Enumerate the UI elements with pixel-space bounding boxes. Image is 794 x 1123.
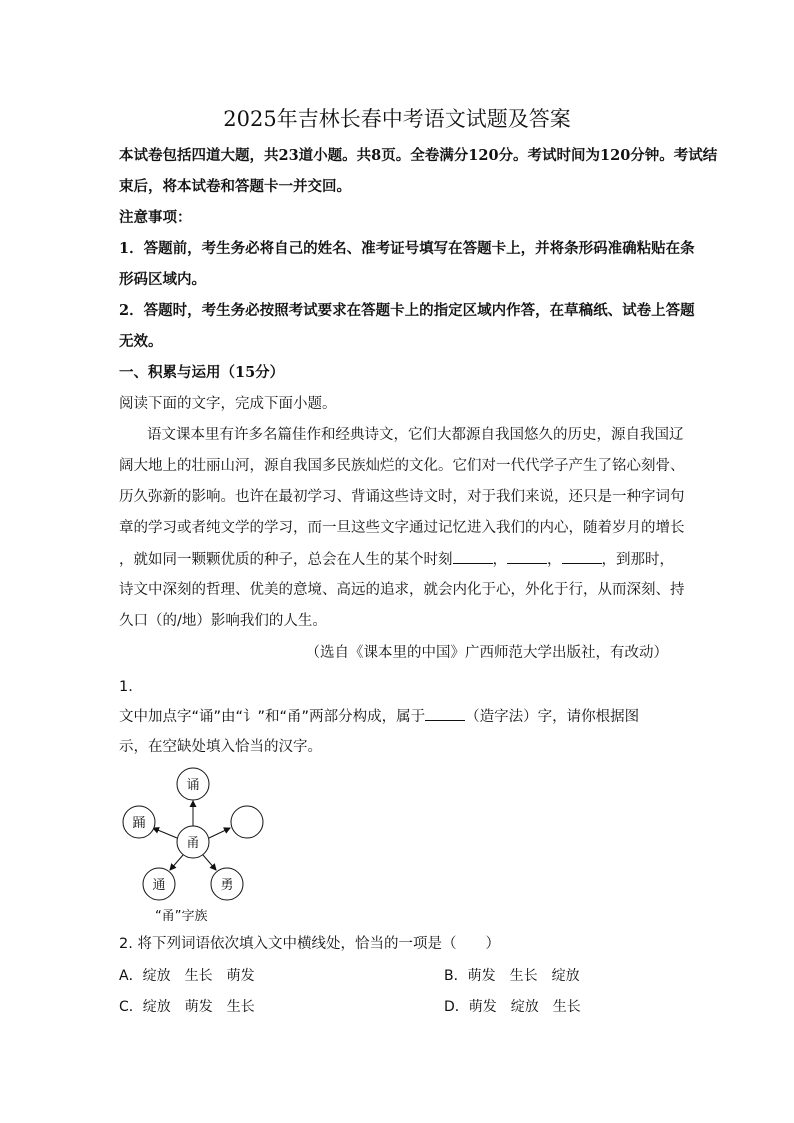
passage-line-5-end: ，到那时，	[601, 552, 674, 568]
notice-item-2-line-1: 2．答题时，考生务必按照考试要求在答题卡上的指定区域内作答，在草稿纸、试卷上答题	[119, 302, 695, 319]
question-1-text-a: 文中加点字“诵”由“讠”和“甬”两部分构成，属于	[119, 709, 426, 725]
character-family-diagram	[117, 766, 277, 906]
passage-source: （选自《课本里的中国》广西师范大学出版社，有改动）	[305, 645, 668, 661]
bottom-left-char: 通	[152, 878, 166, 893]
passage-line-6: 诗文中深刻的哲理、优美的意境、高远的追求，就会内化于心，外化于行，从而深刻、持	[119, 582, 685, 598]
blank-separator-1: ，	[492, 552, 507, 568]
option-d[interactable]: D．萌发 绽放 生长	[444, 999, 581, 1015]
blank-separator-2: ，	[547, 552, 562, 568]
arrow-right	[209, 828, 230, 838]
notice-item-2-line-2: 无效。	[119, 333, 163, 350]
passage-line-1: 语文课本里有许多名篇佳作和经典诗文，它们大都源自我国悠久的历史，源自我国辽	[147, 427, 684, 443]
section-heading: 一、积累与运用（15分）	[119, 364, 285, 381]
arrow-bottom-left	[170, 855, 183, 870]
left-char: 踊	[132, 816, 146, 831]
passage-line-7: 久口（的/地）影响我们的人生。	[119, 613, 327, 629]
passage-line-2: 阔大地上的壮丽山河，源自我国多民族灿烂的文化。它们对一代代学子产生了铭心刻骨、	[119, 458, 685, 474]
option-c[interactable]: C．绽放 萌发 生长	[119, 999, 255, 1015]
diagram-caption: “甬”字族	[155, 909, 208, 924]
passage-line-5	[119, 549, 674, 570]
question-2-stem: 2. 将下列词语依次填入文中横线处，恰当的一项是（ ）	[119, 936, 500, 952]
intro-line-1: 本试卷包括四道大题，共23道小题。共8页。全卷满分120分。考试时间为120分钟。考试结	[119, 147, 718, 164]
notice-item-1-line-2: 形码区域内。	[119, 271, 206, 288]
q1-method-blank[interactable]	[425, 706, 465, 721]
question-1-number: 1.	[119, 679, 133, 695]
fill-blank-2[interactable]	[507, 549, 547, 564]
passage-line-5-text: ，就如同一颗颗优质的种子，总会在人生的某个时刻	[119, 552, 453, 568]
option-b[interactable]: B．萌发 生长 绽放	[444, 968, 580, 984]
center-char: 甬	[186, 836, 200, 851]
passage-line-4: 章的学习或者纯文学的学习，而一旦这些文字通过记忆进入我们的内心，随着岁月的增长	[119, 520, 685, 536]
section-instruction: 阅读下面的文字，完成下面小题。	[119, 396, 337, 412]
option-a[interactable]: A．绽放 生长 萌发	[119, 968, 255, 984]
fill-blank-1[interactable]	[453, 549, 493, 564]
question-1-text-b: （造字法）字，请你根据图	[465, 709, 640, 725]
arrow-left	[153, 828, 177, 838]
notice-item-1-line-1: 1．答题前，考生务必将自己的姓名、准考证号填写在答题卡上，并将条形码准确粘贴在条	[119, 240, 695, 257]
top-char: 诵	[186, 778, 200, 793]
question-1-line-1	[119, 706, 639, 727]
bottom-right-char: 勇	[220, 878, 234, 893]
empty-answer-circle[interactable]	[231, 806, 263, 838]
passage-line-3: 历久弥新的影响。也许在最初学习、背诵这些诗文时，对于我们来说，还只是一种字词句	[119, 489, 685, 505]
page-title: 2025年吉林长春中考语文试题及答案	[223, 107, 571, 131]
arrow-bottom-right	[203, 855, 216, 870]
notice-heading: 注意事项：	[119, 209, 192, 226]
intro-line-2: 束后，将本试卷和答题卡一并交回。	[119, 178, 351, 195]
question-1-line-2: 示，在空缺处填入恰当的汉字。	[119, 739, 322, 755]
fill-blank-3[interactable]	[562, 549, 602, 564]
